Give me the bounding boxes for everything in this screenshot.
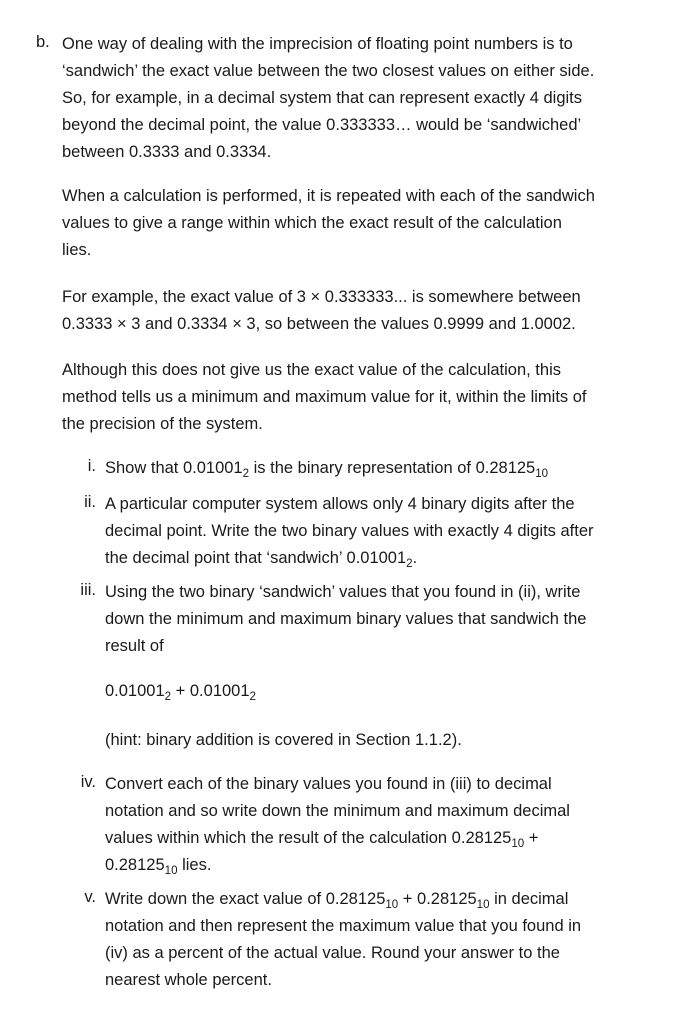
question-iv <box>105 771 665 879</box>
subscript: 10 <box>385 899 399 912</box>
subscript: 10 <box>476 899 490 912</box>
text-line: Convert each of the binary values you found in (iii) to decimal <box>105 775 552 793</box>
hint-text <box>105 727 665 754</box>
text-line: When a calculation is performed, it is repeated with each of the sandwich <box>62 187 595 205</box>
text-span: values within which the result of the calculation 0.28125 <box>105 829 512 847</box>
subscript: 10 <box>511 838 525 851</box>
text-span: + 0.28125 <box>398 890 477 908</box>
subscript: 10 <box>535 468 549 481</box>
text-line: One way of dealing with the imprecision of floating point numbers is to <box>62 35 573 53</box>
text-line: decimal point. Write the two binary values with exactly 4 digits after <box>105 522 594 540</box>
text-span: 0.01001 <box>105 682 165 700</box>
text-line: notation and then represent the maximum value that you found in <box>105 917 582 935</box>
text-line: Although this does not give us the exact value of the calculation, this <box>62 361 561 379</box>
question-iii <box>105 579 665 660</box>
text-line: notation and so write down the minimum and maximum decimal <box>105 802 570 820</box>
subscript: 2 <box>164 691 172 704</box>
text-span: the decimal point that ‘sandwich’ 0.01001 <box>105 549 407 567</box>
text-line: (iv) as a percent of the actual value. Round your answer to the <box>105 944 560 962</box>
text-line: ‘sandwich’ the exact value between the two closest values on either side. <box>62 62 595 80</box>
question-ii <box>105 491 665 572</box>
limits-paragraph <box>62 357 662 438</box>
text-line: For example, the exact value of 3 × 0.333333... is somewhere between <box>62 288 581 306</box>
text-line: values to give a range within which the exact result of the calculation <box>62 214 562 232</box>
text-span: lies. <box>177 856 212 874</box>
question-label: iii. <box>80 581 96 599</box>
text-line: beyond the decimal point, the value 0.333333… would be ‘sandwiched’ <box>62 116 582 134</box>
text-span: is the binary representation of 0.28125 <box>249 459 536 477</box>
subscript: 2 <box>249 691 256 704</box>
calculation-paragraph <box>62 183 662 264</box>
text-line: A particular computer system allows only 4 binary digits after the <box>105 495 575 513</box>
text-line: between 0.3333 and 0.3334. <box>62 143 272 161</box>
text-span: Write down the exact value of 0.28125 <box>105 890 386 908</box>
subscript: 2 <box>406 558 413 571</box>
text-line: (hint: binary addition is covered in Section 1.1.2). <box>105 731 462 749</box>
part-label: b. <box>36 33 50 51</box>
question-i <box>105 455 665 482</box>
question-label: i. <box>87 457 96 475</box>
question-label: iv. <box>80 773 96 791</box>
question-v <box>105 886 665 994</box>
text-span: 0.28125 <box>105 856 165 874</box>
example-paragraph <box>62 284 662 338</box>
text-span: Show that 0.01001 <box>105 459 243 477</box>
text-span: in decimal <box>489 890 569 908</box>
text-span: + <box>524 829 539 847</box>
binary-expression <box>105 678 665 705</box>
text-line: Using the two binary ‘sandwich’ values that you found in (ii), write <box>105 583 581 601</box>
text-line: So, for example, in a decimal system that can represent exactly 4 digits <box>62 89 582 107</box>
text-line: 0.3333 × 3 and 0.3334 × 3, so between the values 0.9999 and 1.0002. <box>62 315 576 333</box>
intro-paragraph <box>62 31 662 166</box>
question-label: v. <box>84 888 96 906</box>
text-line: the precision of the system. <box>62 415 263 433</box>
text-line: down the minimum and maximum binary values that sandwich the <box>105 610 587 628</box>
question-label: ii. <box>84 493 96 511</box>
subscript: 2 <box>242 468 250 481</box>
text-line: method tells us a minimum and maximum value for it, within the limits of <box>62 388 587 406</box>
text-line: nearest whole percent. <box>105 971 272 989</box>
text-span: . <box>412 549 418 567</box>
text-line: lies. <box>62 241 92 259</box>
subscript: 10 <box>164 865 178 878</box>
text-span: + 0.01001 <box>171 682 250 700</box>
text-line: result of <box>105 637 164 655</box>
